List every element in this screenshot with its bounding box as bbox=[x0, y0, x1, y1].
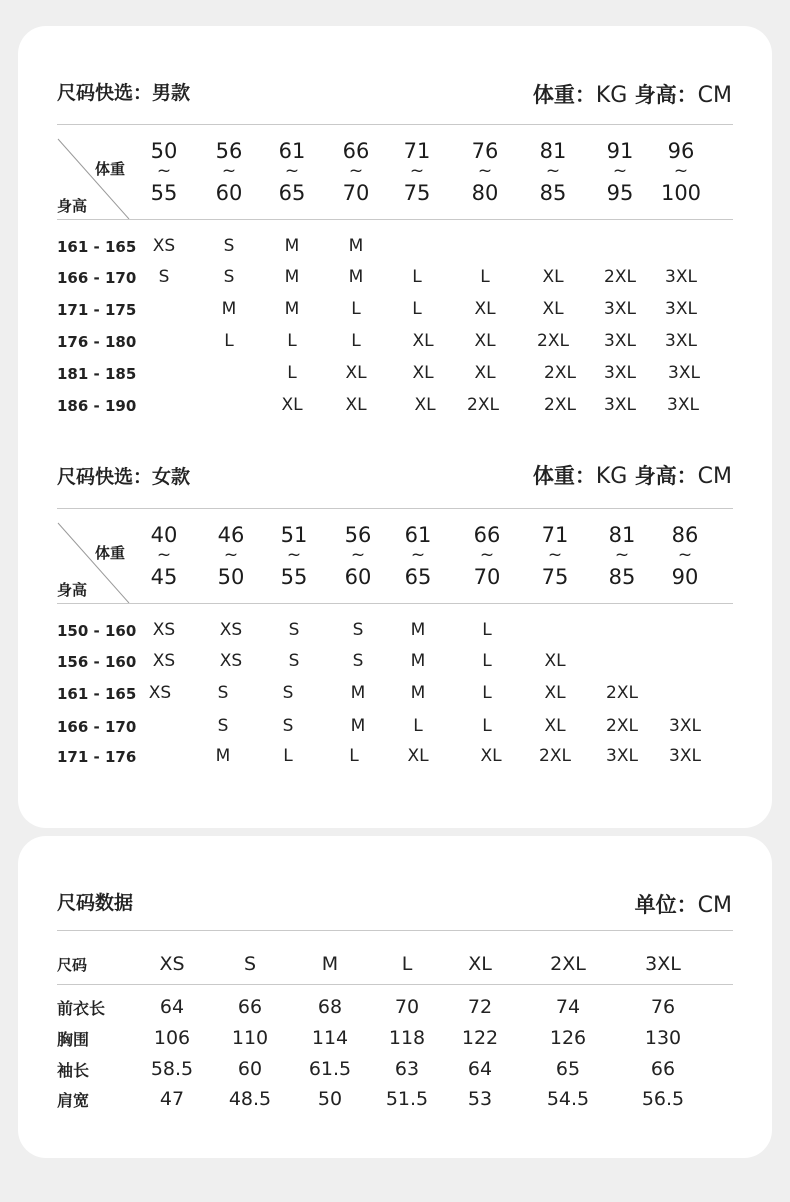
height-unit-label: 身高： bbox=[634, 464, 698, 488]
weight-to: 85 bbox=[539, 181, 567, 205]
weight-to: 60 bbox=[344, 565, 372, 589]
measurement-value: 56.5 bbox=[641, 1088, 685, 1110]
measure-unit-label bbox=[635, 889, 732, 919]
weight-to: 85 bbox=[608, 565, 636, 589]
size-cell: L bbox=[482, 620, 492, 640]
measurement-value: 48.5 bbox=[228, 1088, 272, 1110]
size-cell: 3XL bbox=[665, 331, 697, 351]
measurement-value: 110 bbox=[231, 1027, 269, 1049]
weight-range-column bbox=[201, 525, 261, 588]
size-cell: 2XL bbox=[604, 267, 636, 287]
size-cell: XL bbox=[544, 651, 566, 671]
women-header-corner bbox=[57, 522, 130, 604]
size-cell: M bbox=[284, 299, 300, 319]
tilde-separator: ~ bbox=[350, 545, 366, 565]
size-cell: M bbox=[350, 716, 366, 736]
tilde-separator: ~ bbox=[673, 161, 689, 181]
height-header: 身高 bbox=[57, 581, 88, 599]
men-unit-label bbox=[533, 79, 732, 109]
size-cell: XS bbox=[148, 683, 172, 703]
weight-to: 95 bbox=[606, 181, 634, 205]
size-cell: L bbox=[287, 331, 297, 351]
weight-from: 61 bbox=[404, 523, 432, 547]
size-cell: XL bbox=[474, 331, 496, 351]
weight-to: 70 bbox=[473, 565, 501, 589]
measurement-value: 126 bbox=[549, 1027, 587, 1049]
weight-to: 65 bbox=[278, 181, 306, 205]
divider bbox=[57, 219, 733, 220]
size-cell: L bbox=[287, 363, 297, 383]
size-cell: S bbox=[158, 267, 170, 287]
size-cell: XL bbox=[407, 746, 429, 766]
size-cell: M bbox=[348, 236, 364, 256]
weight-range-column bbox=[457, 525, 517, 588]
weight-range-column bbox=[387, 141, 447, 204]
size-cell: XL bbox=[544, 683, 566, 703]
size-column-header: M bbox=[321, 953, 339, 975]
weight-unit-label: 体重： bbox=[532, 83, 596, 107]
size-cell: M bbox=[410, 683, 426, 703]
weight-from: 66 bbox=[342, 139, 370, 163]
weight-range-column bbox=[134, 525, 194, 588]
size-cell: L bbox=[351, 299, 361, 319]
divider bbox=[57, 930, 733, 931]
size-cell: M bbox=[284, 267, 300, 287]
divider bbox=[57, 984, 733, 985]
weight-from: 76 bbox=[471, 139, 499, 163]
weight-from: 81 bbox=[539, 139, 567, 163]
weight-from: 50 bbox=[150, 139, 178, 163]
weight-from: 61 bbox=[278, 139, 306, 163]
tilde-separator: ~ bbox=[614, 545, 630, 565]
size-cell: M bbox=[221, 299, 237, 319]
weight-header: 体重 bbox=[95, 160, 126, 178]
divider bbox=[57, 508, 733, 509]
height-range-label: 150 - 160 bbox=[57, 622, 137, 640]
measurement-value: 54.5 bbox=[546, 1088, 590, 1110]
weight-from: 71 bbox=[541, 523, 569, 547]
measurement-value: 70 bbox=[394, 996, 420, 1018]
unit-value: CM bbox=[697, 893, 732, 918]
size-cell: XS bbox=[219, 620, 243, 640]
size-cell: M bbox=[350, 683, 366, 703]
size-cell: M bbox=[215, 746, 231, 766]
height-range-label: 181 - 185 bbox=[57, 365, 137, 383]
measurement-value: 50 bbox=[317, 1088, 343, 1110]
weight-range-column bbox=[592, 525, 652, 588]
size-cell: XL bbox=[281, 395, 303, 415]
size-cell: S bbox=[223, 236, 235, 256]
size-column-header: S bbox=[243, 953, 257, 975]
size-cell: 2XL bbox=[544, 395, 576, 415]
weight-from: 51 bbox=[280, 523, 308, 547]
measurement-value: 63 bbox=[394, 1058, 420, 1080]
tilde-separator: ~ bbox=[477, 161, 493, 181]
size-cell: L bbox=[480, 267, 490, 287]
weight-to: 90 bbox=[671, 565, 699, 589]
weight-range-column bbox=[199, 141, 259, 204]
size-cell: XL bbox=[474, 299, 496, 319]
size-cell: XL bbox=[412, 331, 434, 351]
size-cell: XS bbox=[152, 236, 176, 256]
tilde-separator: ~ bbox=[547, 545, 563, 565]
height-range-label: 161 - 165 bbox=[57, 238, 137, 256]
weight-from: 66 bbox=[473, 523, 501, 547]
size-cell: L bbox=[482, 651, 492, 671]
measurement-value: 74 bbox=[555, 996, 581, 1018]
weight-range-column bbox=[264, 525, 324, 588]
weight-range-column bbox=[590, 141, 650, 204]
measurement-value: 106 bbox=[153, 1027, 191, 1049]
measurement-value: 118 bbox=[388, 1027, 426, 1049]
men-section-title: 尺码快选：男款 bbox=[57, 82, 191, 104]
size-cell: 3XL bbox=[606, 746, 638, 766]
size-cell: XS bbox=[152, 620, 176, 640]
divider bbox=[57, 603, 733, 604]
measurement-value: 65 bbox=[555, 1058, 581, 1080]
measurement-value: 60 bbox=[237, 1058, 263, 1080]
size-cell: 3XL bbox=[604, 395, 636, 415]
weight-to: 60 bbox=[215, 181, 243, 205]
measurement-value: 47 bbox=[159, 1088, 185, 1110]
tilde-separator: ~ bbox=[223, 545, 239, 565]
size-cell: XL bbox=[345, 363, 367, 383]
tilde-separator: ~ bbox=[677, 545, 693, 565]
size-column-header: XS bbox=[159, 953, 185, 975]
tilde-separator: ~ bbox=[286, 545, 302, 565]
height-range-label: 176 - 180 bbox=[57, 333, 137, 351]
tilde-separator: ~ bbox=[156, 545, 172, 565]
measure-section-title: 尺码数据 bbox=[57, 892, 134, 914]
size-cell: 2XL bbox=[544, 363, 576, 383]
weight-from: 56 bbox=[344, 523, 372, 547]
size-column-header: XL bbox=[468, 953, 492, 975]
height-range-label: 161 - 165 bbox=[57, 685, 137, 703]
weight-to: 100 bbox=[660, 181, 702, 205]
size-column-header: 2XL bbox=[550, 953, 586, 975]
size-cell: L bbox=[482, 683, 492, 703]
size-cell: L bbox=[412, 299, 422, 319]
size-selector-card bbox=[18, 26, 772, 828]
measurement-label: 肩宽 bbox=[57, 1091, 90, 1110]
size-cell: 2XL bbox=[606, 683, 638, 703]
size-cell: M bbox=[284, 236, 300, 256]
weight-from: 96 bbox=[667, 139, 695, 163]
height-range-label: 166 - 170 bbox=[57, 718, 137, 736]
size-cell: L bbox=[349, 746, 359, 766]
men-header-corner bbox=[57, 138, 130, 220]
measurement-value: 114 bbox=[311, 1027, 349, 1049]
weight-from: 81 bbox=[608, 523, 636, 547]
weight-range-column bbox=[655, 525, 715, 588]
size-cell: S bbox=[217, 683, 229, 703]
height-unit-value: CM bbox=[697, 464, 732, 489]
size-cell: L bbox=[482, 716, 492, 736]
weight-unit-value: KG bbox=[595, 83, 628, 108]
weight-from: 86 bbox=[671, 523, 699, 547]
measurement-value: 72 bbox=[467, 996, 493, 1018]
weight-range-column bbox=[525, 525, 585, 588]
measurement-label: 前衣长 bbox=[57, 999, 106, 1018]
weight-to: 70 bbox=[342, 181, 370, 205]
size-cell: 2XL bbox=[539, 746, 571, 766]
size-cell: 3XL bbox=[604, 299, 636, 319]
size-cell: M bbox=[410, 620, 426, 640]
weight-range-column bbox=[523, 141, 583, 204]
weight-to: 80 bbox=[471, 181, 499, 205]
size-cell: M bbox=[348, 267, 364, 287]
weight-range-column bbox=[328, 525, 388, 588]
size-cell: 3XL bbox=[665, 299, 697, 319]
weight-header: 体重 bbox=[95, 544, 126, 562]
weight-to: 50 bbox=[217, 565, 245, 589]
measurement-value: 53 bbox=[467, 1088, 493, 1110]
weight-from: 56 bbox=[215, 139, 243, 163]
tilde-separator: ~ bbox=[156, 161, 172, 181]
weight-to: 55 bbox=[280, 565, 308, 589]
size-cell: S bbox=[288, 651, 300, 671]
size-cell: 2XL bbox=[606, 716, 638, 736]
size-column-header: L bbox=[401, 953, 413, 975]
size-cell: S bbox=[217, 716, 229, 736]
height-header: 身高 bbox=[57, 197, 88, 215]
weight-to: 65 bbox=[404, 565, 432, 589]
size-cell: 2XL bbox=[537, 331, 569, 351]
size-cell: XL bbox=[542, 267, 564, 287]
size-cell: 3XL bbox=[604, 363, 636, 383]
weight-range-column bbox=[326, 141, 386, 204]
size-cell: L bbox=[283, 746, 293, 766]
tilde-separator: ~ bbox=[479, 545, 495, 565]
weight-range-column bbox=[262, 141, 322, 204]
tilde-separator: ~ bbox=[284, 161, 300, 181]
weight-from: 91 bbox=[606, 139, 634, 163]
tilde-separator: ~ bbox=[221, 161, 237, 181]
size-cell: XS bbox=[219, 651, 243, 671]
measurement-value: 64 bbox=[467, 1058, 493, 1080]
size-cell: L bbox=[412, 267, 422, 287]
weight-to: 75 bbox=[403, 181, 431, 205]
size-cell: 3XL bbox=[667, 395, 699, 415]
size-cell: 3XL bbox=[665, 267, 697, 287]
measurement-value: 58.5 bbox=[150, 1058, 194, 1080]
size-column-header: 3XL bbox=[645, 953, 681, 975]
size-cell: XL bbox=[542, 299, 564, 319]
height-range-label: 156 - 160 bbox=[57, 653, 137, 671]
size-cell: L bbox=[224, 331, 234, 351]
size-header: 尺码 bbox=[57, 956, 88, 974]
size-cell: L bbox=[413, 716, 423, 736]
measurement-value: 66 bbox=[650, 1058, 676, 1080]
size-cell: 2XL bbox=[467, 395, 499, 415]
weight-to: 45 bbox=[150, 565, 178, 589]
size-cell: M bbox=[410, 651, 426, 671]
size-cell: S bbox=[352, 620, 364, 640]
size-cell: 3XL bbox=[669, 746, 701, 766]
measurement-value: 68 bbox=[317, 996, 343, 1018]
size-cell: XL bbox=[544, 716, 566, 736]
weight-to: 55 bbox=[150, 181, 178, 205]
measurement-label: 胸围 bbox=[57, 1030, 90, 1049]
size-cell: L bbox=[351, 331, 361, 351]
size-cell: S bbox=[282, 683, 294, 703]
size-cell: S bbox=[223, 267, 235, 287]
weight-range-column bbox=[651, 141, 711, 204]
women-section-title: 尺码快选：女款 bbox=[57, 466, 191, 488]
tilde-separator: ~ bbox=[409, 161, 425, 181]
measurement-value: 64 bbox=[159, 996, 185, 1018]
measurement-label: 袖长 bbox=[57, 1061, 90, 1080]
measurement-value: 130 bbox=[644, 1027, 682, 1049]
size-cell: XL bbox=[480, 746, 502, 766]
measurement-value: 61.5 bbox=[308, 1058, 352, 1080]
tilde-separator: ~ bbox=[545, 161, 561, 181]
weight-to: 75 bbox=[541, 565, 569, 589]
weight-unit-value: KG bbox=[595, 464, 628, 489]
height-unit-value: CM bbox=[697, 83, 732, 108]
weight-range-column bbox=[455, 141, 515, 204]
measurement-value: 51.5 bbox=[385, 1088, 429, 1110]
measurement-value: 122 bbox=[461, 1027, 499, 1049]
measurement-value: 66 bbox=[237, 996, 263, 1018]
size-cell: 3XL bbox=[604, 331, 636, 351]
measurement-value: 76 bbox=[650, 996, 676, 1018]
size-cell: S bbox=[288, 620, 300, 640]
measurement-card bbox=[18, 836, 772, 1158]
size-cell: S bbox=[352, 651, 364, 671]
height-range-label: 186 - 190 bbox=[57, 397, 137, 415]
weight-range-column bbox=[134, 141, 194, 204]
size-cell: 3XL bbox=[668, 363, 700, 383]
weight-from: 46 bbox=[217, 523, 245, 547]
height-unit-label: 身高： bbox=[634, 83, 698, 107]
size-cell: XL bbox=[414, 395, 436, 415]
women-unit-label bbox=[533, 460, 732, 490]
weight-from: 40 bbox=[150, 523, 178, 547]
unit-label: 单位： bbox=[634, 893, 698, 917]
tilde-separator: ~ bbox=[410, 545, 426, 565]
height-range-label: 171 - 175 bbox=[57, 301, 137, 319]
size-cell: XL bbox=[412, 363, 434, 383]
weight-range-column bbox=[388, 525, 448, 588]
size-cell: XL bbox=[474, 363, 496, 383]
size-cell: XS bbox=[152, 651, 176, 671]
weight-from: 71 bbox=[403, 139, 431, 163]
size-cell: XL bbox=[345, 395, 367, 415]
size-cell: 3XL bbox=[669, 716, 701, 736]
size-cell: S bbox=[282, 716, 294, 736]
height-range-label: 166 - 170 bbox=[57, 269, 137, 287]
height-range-label: 171 - 176 bbox=[57, 748, 137, 766]
weight-unit-label: 体重： bbox=[532, 464, 596, 488]
tilde-separator: ~ bbox=[348, 161, 364, 181]
divider bbox=[57, 124, 733, 125]
tilde-separator: ~ bbox=[612, 161, 628, 181]
